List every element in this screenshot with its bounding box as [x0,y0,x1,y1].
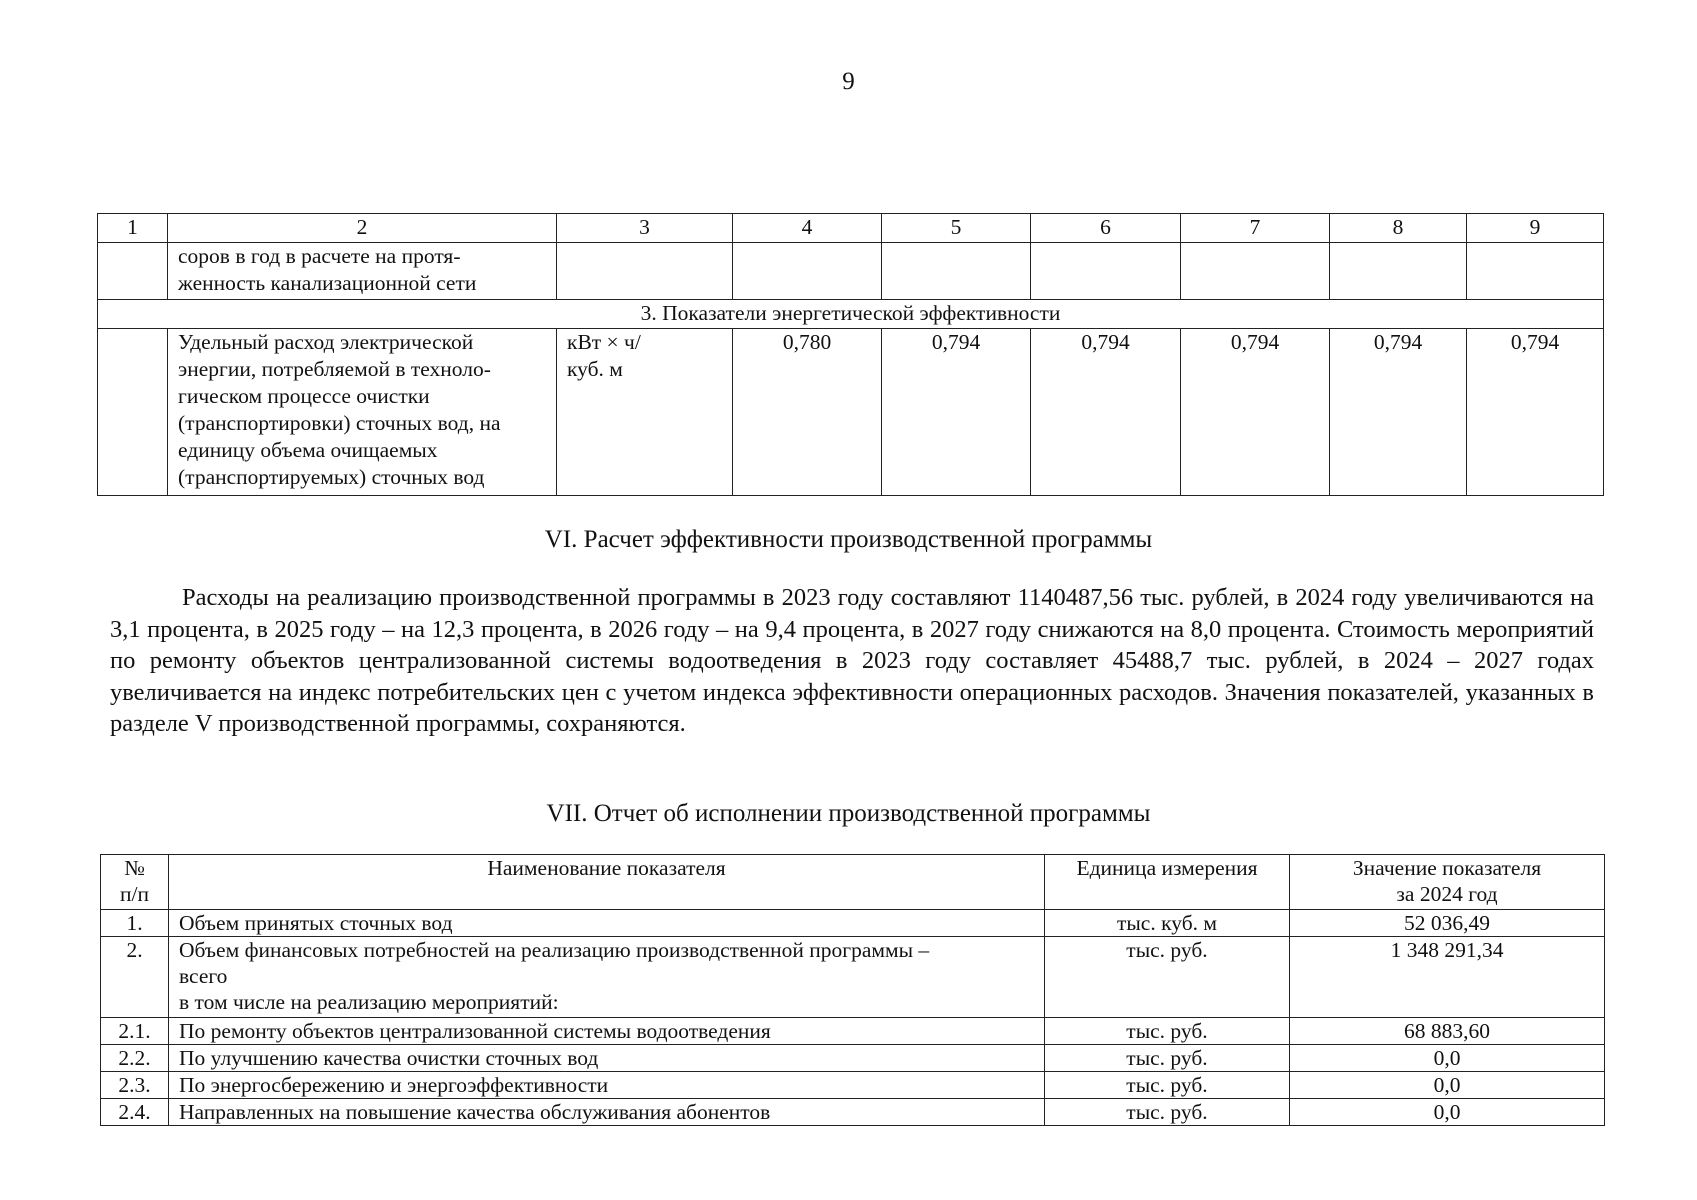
page-number: 9 [842,68,855,95]
header-cell: 4 [733,214,882,243]
text-line: п/п [120,882,149,906]
value-cell: 0,794 [882,329,1031,496]
table-header-row [101,855,1605,910]
row-unit-cell: тыс. руб. [1045,1045,1290,1072]
unit-cell [557,329,733,496]
text-line: единицу объема очищаемых [178,438,438,462]
text-line: энергии, потребляемой в техноло- [178,357,491,381]
text-line: в том числе на реализацию мероприятий: [179,990,559,1014]
text-line: всего [179,964,228,988]
empty-cell [557,243,733,300]
text-line: Удельный расход электрической [178,330,474,354]
row-name-cell: По улучшению качества очистки сточных вод [169,1045,1045,1072]
table-row [98,329,1604,496]
row-unit-cell: тыс. руб. [1045,1018,1290,1045]
text-line: Объем финансовых потребностей на реализацию производственной программы – [179,938,930,962]
text-line: (транспортируемых) сточных вод [178,465,485,489]
row-unit-cell: тыс. руб. [1045,937,1290,1018]
text-line: соров в год в расчете на протя- [178,244,461,268]
row-name-cell: Направленных на повышение качества обслуживания абонентов [169,1099,1045,1126]
header-cell: 3 [557,214,733,243]
indicator-name-cell [168,329,557,496]
header-cell: 7 [1181,214,1330,243]
row-unit-cell: тыс. руб. [1045,1099,1290,1126]
row-name-cell: По ремонту объектов централизованной системы водоотведения [169,1018,1045,1045]
table-row [101,910,1605,937]
text-line: № [124,856,145,880]
header-cell: 1 [98,214,168,243]
table-row [101,1045,1605,1072]
text-line: за 2024 год [1396,882,1498,906]
header-cell: 8 [1330,214,1467,243]
table-header-row [98,214,1604,243]
text-line: кВт × ч/ [567,330,641,354]
row-number-cell: 2.2. [101,1045,169,1072]
header-cell: 2 [168,214,557,243]
table-row [101,1018,1605,1045]
header-cell: 5 [882,214,1031,243]
header-cell: 9 [1467,214,1604,243]
value-cell: 0,780 [733,329,882,496]
indicator-name-cell [168,243,557,300]
header-cell-number [101,855,169,910]
text-line: гическом процессе очистки [178,384,430,408]
empty-cell [1467,243,1604,300]
empty-cell [98,329,168,496]
row-unit-cell: тыс. куб. м [1045,910,1290,937]
row-name-cell: Объем принятых сточных вод [169,910,1045,937]
value-cell: 0,794 [1467,329,1604,496]
row-number-cell: 1. [101,910,169,937]
text-line: Значение показателя [1352,856,1542,880]
empty-cell [1330,243,1467,300]
section-title-cell: 3. Показатели энергетической эффективности [98,300,1604,329]
text-line: женность канализационной сети [178,271,477,295]
value-cell: 0,794 [1181,329,1330,496]
text-line: (транспортировки) сточных вод, на [178,411,501,435]
section-7-title: VII. Отчет об исполнении производственной программы [546,800,1151,827]
row-unit-cell: тыс. руб. [1045,1072,1290,1099]
header-cell-unit: Единица измерения [1045,855,1290,910]
row-value-cell: 0,0 [1290,1045,1605,1072]
row-number-cell: 2. [101,937,169,1018]
row-number-cell: 2.1. [101,1018,169,1045]
value-cell: 0,794 [1031,329,1181,496]
section-6-title: VI. Расчет эффективности производственной программы [544,526,1153,553]
table-row [98,243,1604,300]
section-6-paragraph: Расходы на реализацию производственной программы в 2023 году составляют 1140487,56 тыс. рублей, в 2024 году увеличиваются на 3,1 процента, в 2025 году – на 12,3 процента, в 2026 году – на 9,4 процента, в 2027 году снижаются на 8,0 процента. Стоимость мероприятий по ремонту объектов централизованной системы водоотведения в 2023 году составляет 45488,7 тыс. рублей, в 2024 – 2027 годах увеличивается на индекс потребительских цен с учетом индекса эффективности операционных расходов. Значения показателей, указанных в разделе V производственной программы, сохраняются. [110,584,1594,737]
table-row [101,1072,1605,1099]
row-value-cell: 0,0 [1290,1099,1605,1126]
section-row [98,300,1604,329]
text-line: куб. м [567,357,623,381]
row-name-cell: По энергосбережению и энергоэффективности [169,1072,1045,1099]
indicators-table [97,213,1604,496]
report-table [100,854,1605,1126]
value-cell: 0,794 [1330,329,1467,496]
empty-cell [1031,243,1181,300]
row-value-cell: 0,0 [1290,1072,1605,1099]
empty-cell [882,243,1031,300]
header-cell-name: Наименование показателя [169,855,1045,910]
table-row [101,1099,1605,1126]
row-name-cell [169,937,1045,1018]
header-cell-value [1290,855,1605,910]
header-cell: 6 [1031,214,1181,243]
row-number-cell: 2.3. [101,1072,169,1099]
row-value-cell: 68 883,60 [1290,1018,1605,1045]
empty-cell [98,243,168,300]
empty-cell [733,243,882,300]
row-value-cell: 1 348 291,34 [1290,937,1605,1018]
row-number-cell: 2.4. [101,1099,169,1126]
table-row [101,937,1605,1018]
row-value-cell: 52 036,49 [1290,910,1605,937]
empty-cell [1181,243,1330,300]
